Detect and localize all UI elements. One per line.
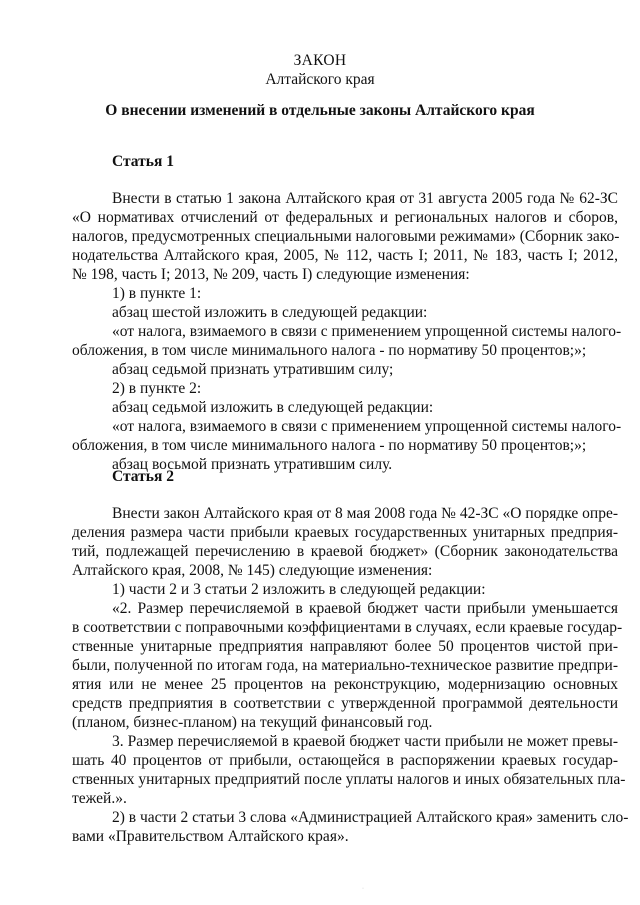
article-2-line: 1) части 2 и 3 статьи 2 изложить в следующей редакции: [112, 581, 486, 598]
article-1-line: нодательства Алтайского края, 2005, № 112, часть I; 2011, № 183, часть I; 2012, [72, 247, 618, 264]
article-2-line: средств предприятия в соответствии с утвержденной программой деятельности [72, 695, 618, 712]
article-1-line: абзац седьмой изложить в следующей редакции: [112, 399, 434, 416]
article-2-heading: Статья 2 [112, 468, 174, 485]
article-2-line: шать 40 процентов от прибыли, остающейся в распоряжении краевых государ- [72, 752, 618, 769]
article-1-line: налогов, предусмотренных специальными налоговыми режимами» (Сборник зако- [72, 228, 620, 245]
article-2-line: вами «Правительством Алтайского края». [72, 828, 349, 845]
article-1-heading: Статья 1 [112, 153, 174, 170]
article-2-line: тежей.». [72, 790, 127, 807]
article-1-line: абзац восьмой признать утратившим силу. [112, 456, 393, 473]
article-1-line: 1) в пункте 1: [112, 285, 202, 302]
article-2-line: ственные унитарные предприятия направляют более 50 процентов чистой при- [72, 638, 618, 655]
article-2-line: деления размера части прибыли краевых государственных унитарных предприя- [72, 524, 618, 541]
article-1-line: абзац шестой изложить в следующей редакции: [112, 304, 428, 321]
article-1-line: «от налога, взимаемого в связи с применением упрощенной системы налого- [112, 418, 622, 435]
article-2-line: тий, подлежащей перечислению в краевой бюджет» (Сборник законодательства [72, 543, 618, 560]
document-title: О внесении изменений в отдельные законы Алтайского края [105, 102, 535, 119]
article-2-line: «2. Размер перечисляемой в краевой бюджет части прибыли уменьшается [112, 600, 618, 617]
article-2-line: (планом, бизнес-планом) на текущий финансовый год. [72, 714, 433, 731]
article-1-line: № 198, часть I; 2013, № 209, часть I) следующие изменения: [72, 266, 470, 283]
document-type: ЗАКОН [293, 52, 347, 69]
article-2-line: 3. Размер перечисляемой в краевой бюджет части прибыли не может превы- [112, 733, 618, 750]
scan-mark: · [362, 886, 364, 892]
article-2-line: Алтайского края, 2008, № 145) следующие изменения: [72, 562, 433, 579]
article-2-line: в соответствии с поправочными коэффициентами в случаях, если краевые государ- [72, 619, 623, 636]
article-2-line: 2) в части 2 статьи 3 слова «Администрацией Алтайского края» заменить сло- [112, 809, 629, 826]
document-region: Алтайского края [265, 71, 375, 88]
article-1-line: «О нормативах отчислений от федеральных и региональных налогов и сборов, [72, 209, 618, 226]
article-2-line: Внести закон Алтайского края от 8 мая 2008 года № 42-ЗС «О порядке опре- [112, 505, 618, 522]
article-1-line: Внести в статью 1 закона Алтайского края от 31 августа 2005 года № 62-ЗС [112, 190, 618, 207]
article-1-line: обложения, в том числе минимального налога - по нормативу 50 процентов;»; [72, 437, 587, 454]
article-2-line: ятия или не менее 25 процентов на реконструкцию, модернизацию основных [72, 676, 618, 693]
article-1-line: обложения, в том числе минимального налога - по нормативу 50 процентов;»; [72, 342, 587, 359]
article-2-line: ственных унитарных предприятий после уплаты налогов и иных обязательных пла- [72, 771, 626, 788]
article-1-line: 2) в пункте 2: [112, 380, 202, 397]
article-2-line: были, полученной по итогам года, на материально-техническое развитие предпри- [72, 657, 618, 674]
article-1-line: «от налога, взимаемого в связи с применением упрощенной системы налого- [112, 323, 622, 340]
article-1-line: абзац седьмой признать утратившим силу; [112, 361, 394, 378]
